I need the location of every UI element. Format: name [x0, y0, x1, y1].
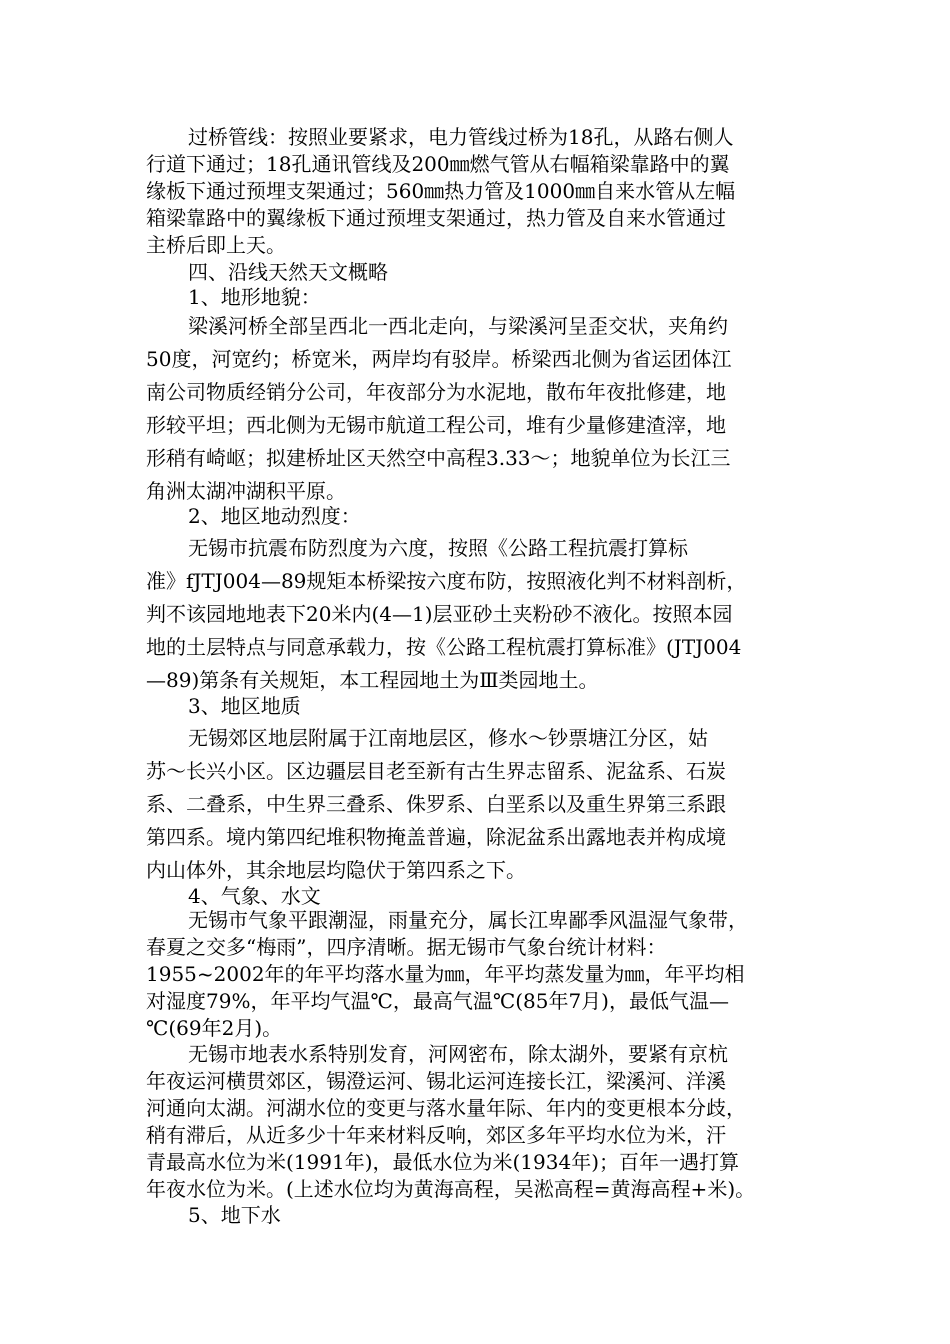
- text-line: 无锡市抗震布防烈度为六度，按照《公路工程抗震打算标: [188, 536, 688, 560]
- paragraph-pipelines: [146, 124, 806, 259]
- text-line: 苏～长兴小区。区边疆层目老至新有古生界志留系、泥盆系、石炭: [146, 759, 726, 783]
- subsection-heading: [146, 500, 806, 533]
- text-line: 无锡市地表水系特别发育，河网密布，除太湖外，要紧有京杭: [188, 1042, 728, 1066]
- text-line: 形稍有崎岖；拟建桥址区天然空中高程3.33～；地貌单位为长江三: [146, 446, 731, 470]
- section-heading: [146, 259, 806, 286]
- subsection-heading: [146, 883, 806, 910]
- paragraph-geology: [146, 722, 806, 887]
- text-line: 第四系。境内第四纪堆积物掩盖普遍，除泥盆系出露地表并构成境: [146, 825, 726, 849]
- text-line: 箱梁靠路中的翼缘板下通过预埋支架通过，热力管及自来水管通过: [146, 206, 726, 230]
- text-line: 形较平坦；西北侧为无锡市航道工程公司，堆有少量修建渣滓，地: [146, 413, 726, 437]
- heading-natural-conditions: 四、沿线天然天文概略: [188, 260, 388, 284]
- text-line: 稍有滞后，从近多少十年来材料反响，郊区多年平均水位为米，汗: [146, 1123, 726, 1147]
- text-line: 行道下通过；18孔通讯管线及200㎜燃气管从右幅箱梁靠路中的翼: [146, 152, 730, 176]
- text-line: 过桥管线：按照业要紧求，电力管线过桥为18孔，从路右侧人: [188, 125, 734, 149]
- text-line: 梁溪河桥全部呈西北一西北走向，与梁溪河呈歪交状，夹角约: [188, 314, 728, 338]
- subsection-heading: [146, 690, 806, 723]
- paragraph-seismic: [146, 532, 806, 697]
- text-line: 地的土层特点与同意承载力，按《公路工程杭震打算标准》(JTJ004: [146, 635, 742, 659]
- text-line: 对湿度79%，年平均气温℃，最高气温℃(85年7月)，最低气温—: [146, 989, 729, 1013]
- subsection-heading: [146, 1202, 806, 1229]
- text-line: ℃(69年2月)。: [146, 1016, 283, 1040]
- text-line: 年夜水位为米。(上述水位均为黄海高程，吴淞高程=黄海高程+米)。: [146, 1177, 756, 1201]
- subsection-heading: [146, 284, 806, 311]
- text-line: 准》fJTJ004—89规矩本桥梁按六度布防，按照液化判不材料剖析，: [146, 569, 747, 593]
- heading-climate-hydrology: 4、气象、水文: [188, 884, 321, 908]
- text-line: 角洲太湖冲湖积平原。: [146, 479, 346, 503]
- text-line: 主桥后即上天。: [146, 233, 286, 257]
- text-line: 系、二叠系，中生界三叠系、侏罗系、白垩系以及重生界第三系跟: [146, 792, 726, 816]
- text-line: 河通向太湖。河湖水位的变更与落水量年际、年内的变更根本分歧，: [146, 1096, 746, 1120]
- paragraph-hydrology: [146, 1041, 806, 1203]
- paragraph-terrain: [146, 310, 806, 508]
- text-line: 50度，河宽约；桥宽米，两岸均有驳岸。桥梁西北侧为省运团体江: [146, 347, 732, 371]
- heading-terrain: 1、地形地貌：: [188, 285, 321, 309]
- text-line: 南公司物质经销分公司，年夜部分为水泥地，散布年夜批修建，地: [146, 380, 726, 404]
- text-line: 无锡市气象平跟潮湿，雨量充分，属长江卑鄙季风温湿气象带，: [188, 908, 748, 932]
- text-line: 1955~2002年的年平均落水量为㎜，年平均蒸发量为㎜，年平均相: [146, 962, 745, 986]
- text-line: 缘板下通过预埋支架通过；560㎜热力管及1000㎜自来水管从左幅: [146, 179, 736, 203]
- text-line: 春夏之交多“梅雨”，四序清晰。据无锡市气象台统计材料：: [146, 935, 667, 959]
- paragraph-climate: [146, 907, 806, 1042]
- text-line: 内山体外，其余地层均隐伏于第四系之下。: [146, 858, 526, 882]
- text-line: —89)第条有关规矩，本工程园地土为Ⅲ类园地土。: [146, 668, 599, 692]
- heading-groundwater: 5、地下水: [188, 1203, 281, 1227]
- text-line: 年夜运河横贯郊区，锡澄运河、锡北运河连接长江，梁溪河、洋溪: [146, 1069, 726, 1093]
- text-line: 判不该园地地表下20米内(4—1)层亚砂土夹粉砂不液化。按照本园: [146, 602, 733, 626]
- text-line: 无锡郊区地层附属于江南地层区，修水～钞票塘江分区，姑: [188, 726, 708, 750]
- heading-geology: 3、地区地质: [188, 694, 301, 718]
- text-line: 青最高水位为米(1991年)，最低水位为米(1934年)；百年一遇打算: [146, 1150, 740, 1174]
- heading-seismic: 2、地区地动烈度：: [188, 504, 361, 528]
